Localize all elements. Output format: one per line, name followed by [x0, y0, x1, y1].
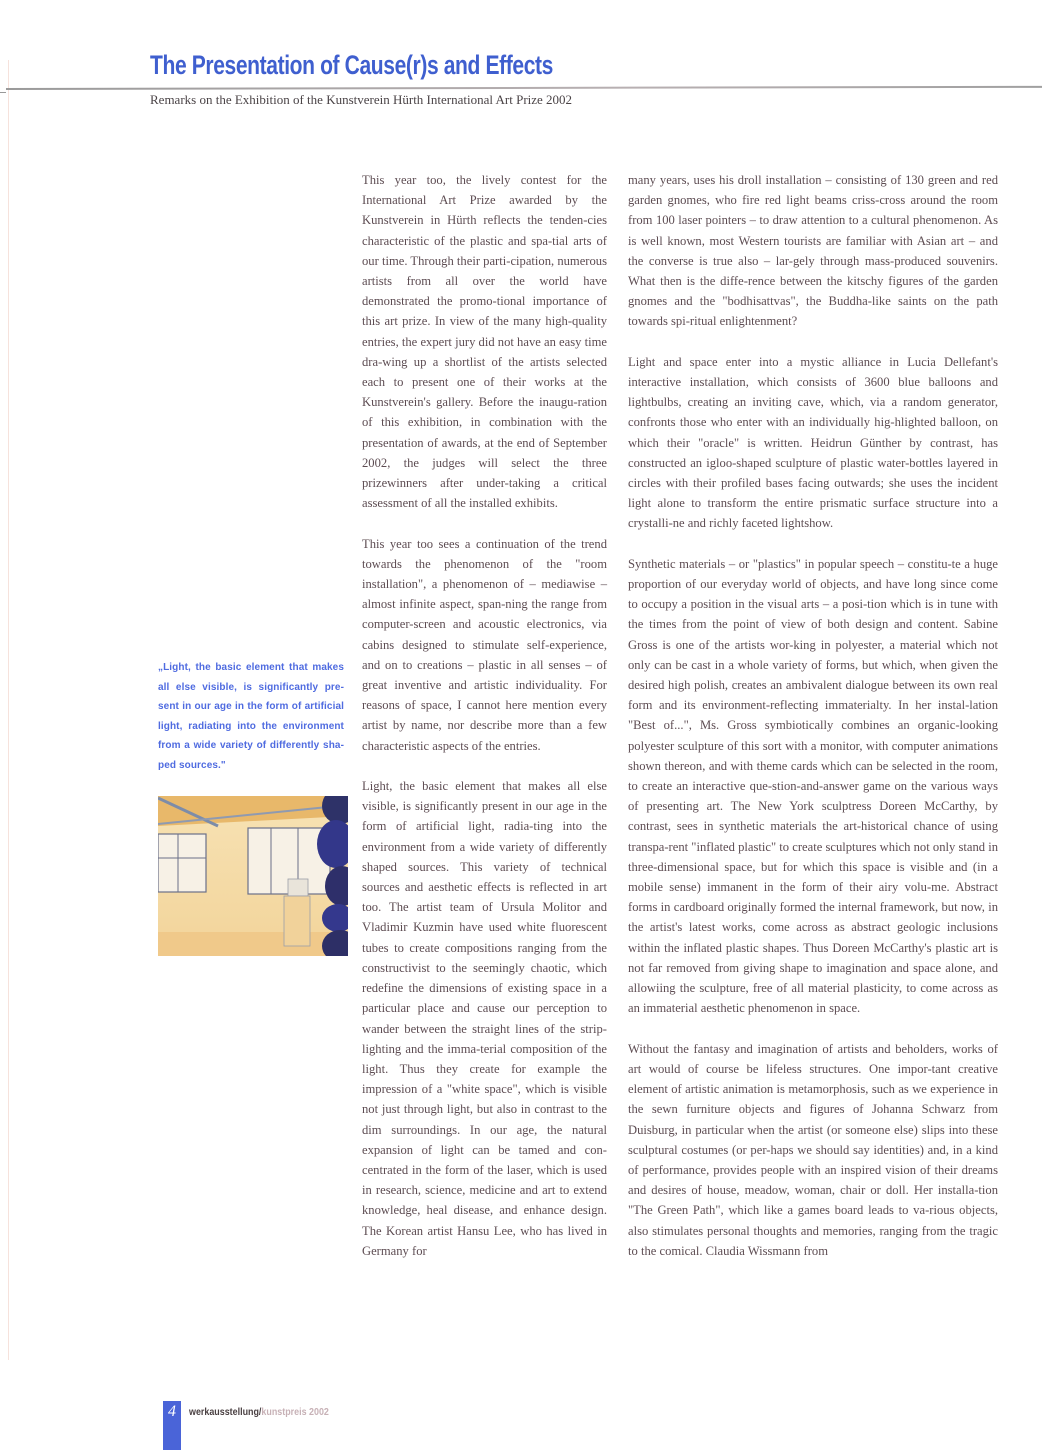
page-footer — [163, 1401, 354, 1450]
article-title: The Presentation of Cause(r)s and Effects — [150, 50, 553, 80]
paragraph: Light and space enter into a mystic alliance in Lucia Dellefant's interactive installation, which consists of 3600 blue balloons and lightbulbs, creating an inviting cave, which, via a random generator, confronts those who enter with an individually hig-hlighted balloon, on which their "oracle" is written. Heidrun Günther by contrast, has constructed an igloo-shaped sculpture of plastic water-bottles layered in circles with their profiled bases facing outwards; she uses the incident light alone to transform the entire prismatic surface structure into a crystalli-ne and richly faceted lightshow. — [628, 354, 998, 531]
title-divider — [6, 86, 1042, 90]
photo-illustration — [158, 796, 348, 956]
paragraph: This year too sees a continuation of the trend towards the phenomenon of the "room installation", a phenomenon of – mediawise – almost infinite aspect, span-ning the range from computer-screen and acoustic electronics, via cabins designed to stimulate self-experience, and on to creations – plastic in all senses – of great inventive and artistic individuality. For reasons of space, I cannot here mention every artist by name, nor describe more than a few characteristic aspects of the entries. — [362, 536, 607, 753]
publication-name-part2: kunstpreis 2002 — [261, 1406, 329, 1418]
page-margin-line — [8, 60, 9, 1360]
paragraph: Synthetic materials – or "plastics" in popular speech – constitu-te a huge proportion of our everyday world of objects, and have long since come to occupy a position in the visual arts – a posi-tion which is in tune with the times from the point of view of both design and content. Sabine Gross is one of the artists wor-king in polyester, a material which not only can be cast in a whole variety of forms, but which, when given the desired high polish, creates an ambivalent dialogue between its own real form and its environment-reflecting immaterialty. In her instal-lation "Best of...", Ms. Gross symbiotically combines an organic-looking polyester sculpture of this sort with a monitor, with computer animations shown thereon, and with theme cards which can be selected in the room, to create an interactive que-stion-and-answer game on the various ways of presenting art. The New York sculptress Doreen McCarthy, by contrast, sees in synthetic materials the art-historical chance of using transpa-rent "inflated plastic" to create sculptures which not only stand in three-dimensional space, but for which this space is visible and (in a mobile sense) immanent in the form of their airy volu-me. Abstract forms in cardboard originally formed the internal framework, but now, in the artist's latest works, come across as abstract geologic inclusions within the inflated plastic shapes. Thus Doreen McCarthy's plastic art is not far removed from giving shape to imagination and space alone, and allowiing the sculpture, free of all material plasticity, to come across as an immaterial aesthetic phenomenon in space. — [628, 556, 998, 1016]
paragraph: many years, uses his droll installation – consisting of 130 green and red garden gnomes, who fire red light beams criss-cross around the room from 100 laser pointers – to draw attention to a cultural phenomenon. As is well known, most Western tourists are familiar with Asian art – and the converse is true also – lar-gely through mass-produced souvenirs. What then is the diffe-rence between the kitschy figures of the garden gnomes and the "bodhisattvas", the Buddha-like saints on the path towards spi-ritual enlightenment? — [628, 173, 998, 329]
exhibition-photo — [158, 796, 348, 956]
window-left — [158, 834, 206, 892]
page-number: 4 — [163, 1401, 181, 1450]
paragraph: Without the fantasy and imagination of artists and beholders, works of art would of course be lifeless structures. One impor-tant creative element of artistic animation is metamorphosis, such as we experience in the sewn furniture objects and figures of Johanna Schwarz from Duisburg, in particular when the artist (or someone else) slips into these sculptural costumes (or per-haps we should say identities) and, in a kind of performance, provides people with an inspired vision of their dreams and desires of house, meadow, woman, chair or doll. Her installa-tion "The Green Path", which like a games board leads to va-rious objects, also stimulates personal thoughts and memories, ranging from the tragic to the comical. Claudia Wissmann from — [628, 1041, 998, 1258]
cabinet-top — [288, 879, 308, 896]
publication-name — [189, 1406, 329, 1418]
paragraph: Light, the basic element that makes all else visible, is significantly present in our age in the form of artificial light, radia-ting into the environment from a wide variety of differently shaped sources. This variety of technical sources and aesthetic effects is reflected in art too. The artist team of Ursula Molitor and Vladimir Kuzmin have used white fluorescent tubes to create compositions ranging from the constructivist to the seemingly chaotic, which redefine the dimensions of existing space in a particular place and cause our perception to wander between the straight lines of the strip-lighting and the imma-terial composition of the light. Thus they create for example the impression of a "white space", which is visible not just through light, but also in contrast to the dim surroundings. In our age, the natural expansion of light can be tamed and con-centrated in the form of the laser, which is used in research, science, medicine and art to extend knowledge, heal disease, and enhance design. The Korean artist Hansu Lee, who has lived in Germany for — [362, 779, 607, 1258]
publication-name-part1: werkausstellung/ — [189, 1406, 262, 1418]
text-column-1 — [362, 170, 607, 1281]
text-column-2 — [628, 170, 998, 1281]
display-cabinet — [284, 896, 310, 946]
article-subtitle: Remarks on the Exhibition of the Kunstverein Hürth International Art Prize 2002 — [150, 92, 573, 107]
crop-mark — [0, 92, 6, 93]
pull-quote: „Light, the basic element that makes all else visible, is significantly pre-sent in our age in the form of artificial light, radiating into the environment from a wide variety of differently sha-ped sources." — [158, 662, 344, 771]
paragraph: This year too, the lively contest for the International Art Prize awarded by the Kunstverein in Hürth reflects the tenden-cies characteristic of the plastic and spa-tial arts of our time. Through their parti-cipation, numerous artists from all over the world have demonstrated the promo-tional importance of this art prize. In view of the many high-quality entries, the expert jury did not have an easy time dra-wing up a shortlist of the artists selected each to present one of their works at the Kunstverein's gallery. Before the inaugu-ration of this exhibition, in combination with the presentation of awards, at the end of September 2002, the judges will select the three prizewinners after under-taking a critical assessment of all the installed exhibits. — [362, 173, 607, 511]
photo-floor — [158, 932, 348, 956]
